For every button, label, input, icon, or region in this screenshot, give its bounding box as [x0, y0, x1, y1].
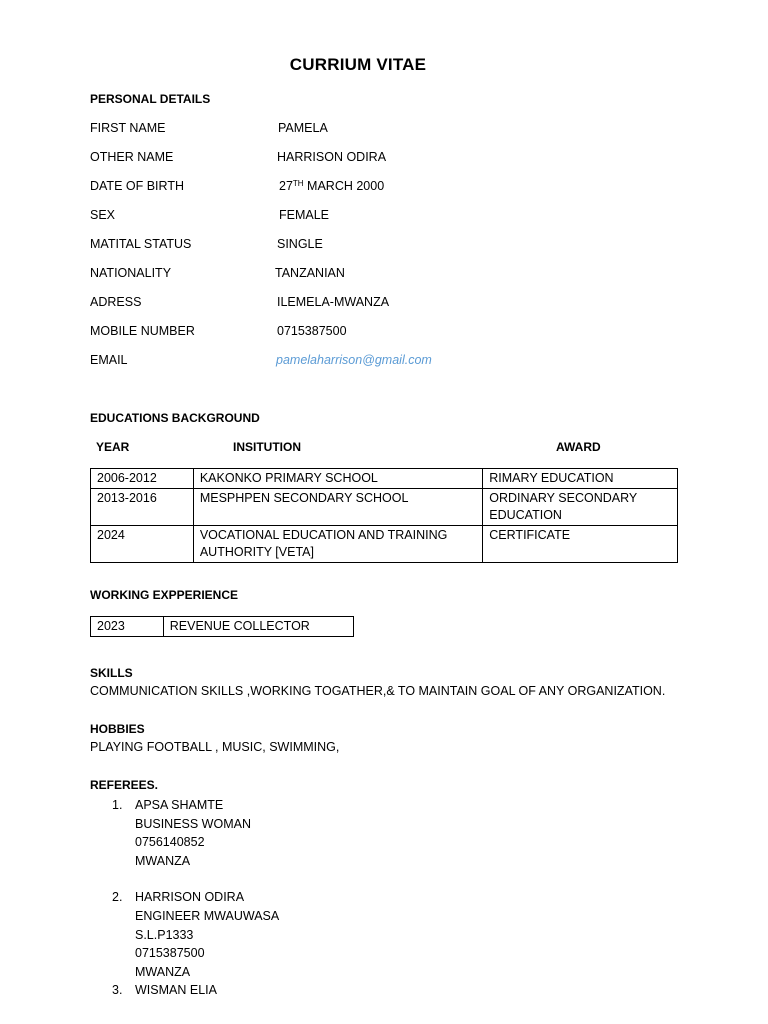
- table-cell-year: 2024: [91, 526, 194, 563]
- detail-value: [279, 179, 384, 193]
- column-header-year: YEAR: [96, 440, 130, 454]
- email-link[interactable]: pamelaharrison@gmail.com: [276, 353, 432, 367]
- referee-item: [90, 888, 279, 981]
- dob-month-year: MARCH 2000: [303, 179, 385, 193]
- referees-list: [90, 796, 279, 1000]
- table-cell-institution: VOCATIONAL EDUCATION AND TRAINING AUTHORITY [VETA]: [193, 526, 482, 563]
- table-row: [91, 489, 678, 526]
- personal-details-heading: PERSONAL DETAILS: [90, 92, 211, 106]
- skills-heading: SKILLS: [90, 666, 133, 680]
- referee-number: 3.: [112, 983, 123, 998]
- detail-label: FIRST NAME: [90, 121, 166, 135]
- table-row: [91, 526, 678, 563]
- table-cell-award: RIMARY EDUCATION: [483, 469, 678, 489]
- detail-row-other-name: [90, 150, 690, 168]
- table-row: [91, 469, 678, 489]
- table-cell-institution: KAKONKO PRIMARY SCHOOL: [193, 469, 482, 489]
- referees-heading: REFEREES.: [90, 778, 159, 792]
- referee-number: 2.: [112, 890, 123, 905]
- work-experience-table: [90, 616, 354, 637]
- referee-line: WISMAN ELIA: [135, 983, 217, 998]
- table-cell-year: 2023: [91, 617, 164, 637]
- skills-text: COMMUNICATION SKILLS ,WORKING TOGATHER,& TO MAINTAIN GOAL OF ANY ORGANIZATION.: [90, 684, 666, 698]
- referee-number: 1.: [112, 798, 123, 812]
- referee-line: ENGINEER MWAUWASA: [135, 908, 280, 923]
- referee-line: HARRISON ODIRA: [135, 890, 245, 905]
- detail-value: SINGLE: [277, 237, 323, 251]
- detail-row-nationality: [90, 266, 690, 284]
- dob-day: 27: [279, 179, 293, 193]
- detail-row-sex: [90, 208, 690, 226]
- detail-row-first-name: [90, 121, 690, 139]
- referee-line: MWANZA: [135, 964, 191, 979]
- detail-label: ADRESS: [90, 295, 142, 309]
- table-cell-award: ORDINARY SECONDARY EDUCATION: [483, 489, 678, 526]
- detail-value: FEMALE: [279, 208, 330, 222]
- detail-label: EMAIL: [90, 353, 128, 367]
- table-cell-institution: MESPHPEN SECONDARY SCHOOL: [193, 489, 482, 526]
- detail-label: SEX: [90, 208, 116, 222]
- document-title: CURRIUM VITAE: [289, 55, 427, 74]
- referee-line: S.L.P1333: [135, 927, 194, 942]
- detail-label: DATE OF BIRTH: [90, 179, 184, 193]
- table-cell-award: CERTIFICATE: [483, 526, 678, 563]
- hobbies-text: PLAYING FOOTBALL , MUSIC, SWIMMING,: [90, 740, 340, 754]
- detail-label: MATITAL STATUS: [90, 237, 192, 251]
- table-cell-year: 2006-2012: [91, 469, 194, 489]
- referee-line: 0715387500: [135, 946, 205, 961]
- dob-ordinal-suffix: TH: [292, 179, 304, 188]
- education-table: [90, 468, 678, 563]
- education-heading: EDUCATIONS BACKGROUND: [90, 411, 260, 425]
- detail-row-date-of-birth: [90, 179, 690, 197]
- referee-spacer: [90, 870, 279, 888]
- table-cell-role: REVENUE COLLECTOR: [163, 617, 353, 637]
- detail-value: TANZANIAN: [275, 266, 345, 280]
- referee-line: APSA SHAMTE: [135, 798, 224, 812]
- detail-value: PAMELA: [278, 121, 328, 135]
- work-experience-heading: WORKING EXPPERIENCE: [90, 588, 239, 602]
- referee-item: [90, 981, 279, 1000]
- referee-line: 0756140852: [135, 835, 205, 850]
- detail-row-email: [90, 353, 690, 371]
- hobbies-heading: HOBBIES: [90, 722, 145, 736]
- detail-value: 0715387500: [277, 324, 347, 338]
- education-column-headers: [90, 440, 680, 458]
- table-cell-year: 2013-2016: [91, 489, 194, 526]
- referee-line: MWANZA: [135, 853, 191, 868]
- detail-label: MOBILE NUMBER: [90, 324, 195, 338]
- column-header-award: AWARD: [556, 440, 601, 454]
- detail-label: NATIONALITY: [90, 266, 172, 280]
- detail-value: HARRISON ODIRA: [277, 150, 387, 164]
- table-row: [91, 617, 354, 637]
- column-header-institution: INSITUTION: [233, 440, 301, 454]
- detail-label: OTHER NAME: [90, 150, 174, 164]
- detail-row-marital-status: [90, 237, 690, 255]
- referee-line: BUSINESS WOMAN: [135, 816, 251, 831]
- referee-item: [90, 796, 279, 870]
- detail-row-mobile-number: [90, 324, 690, 342]
- detail-row-address: [90, 295, 690, 313]
- detail-value: ILEMELA-MWANZA: [277, 295, 390, 309]
